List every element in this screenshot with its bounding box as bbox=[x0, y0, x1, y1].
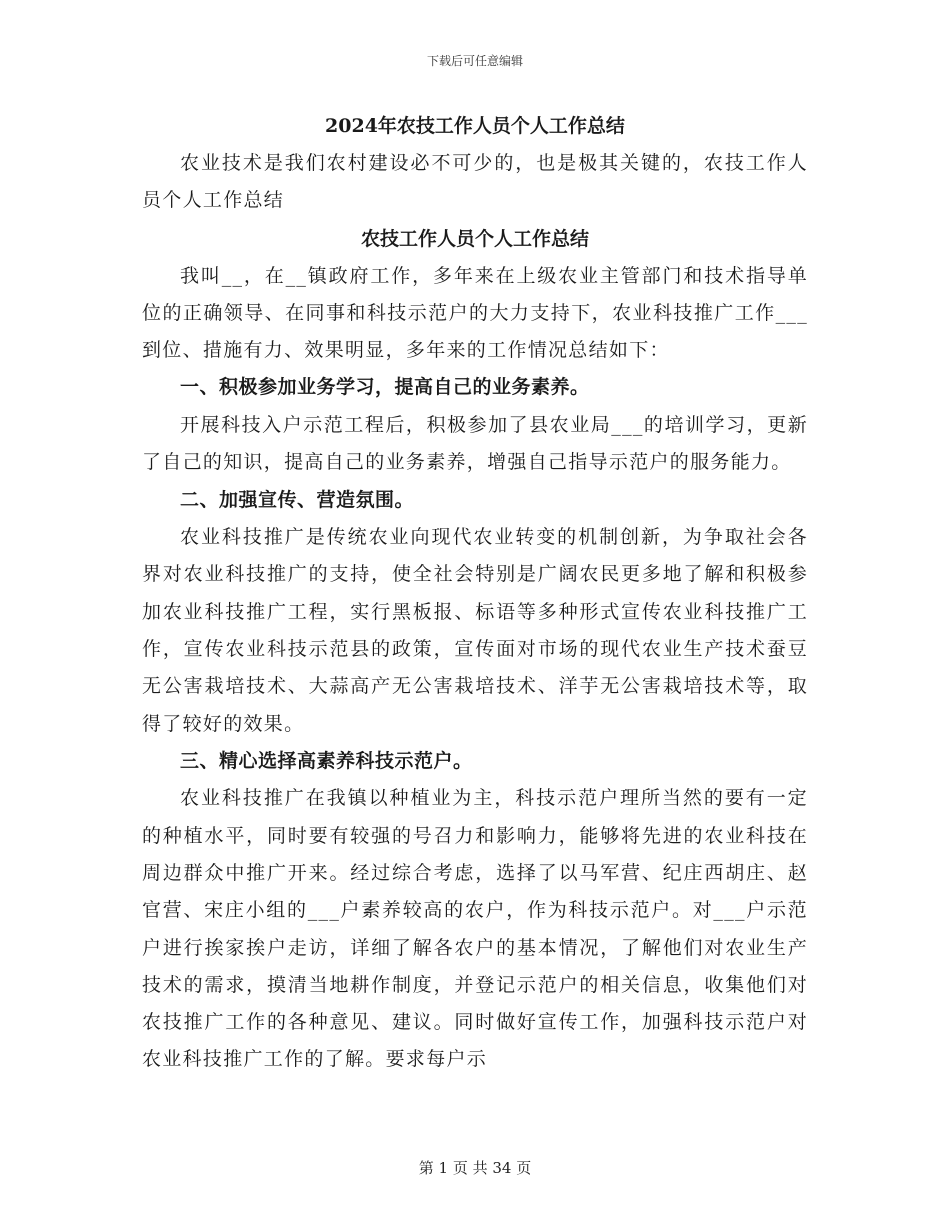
document-subtitle: 农技工作人员个人工作总结 bbox=[360, 227, 589, 250]
section-2-body: 农业科技推广是传统农业向现代农业转变的机制创新，为争取社会各界对农业科技推广的支持，使全社会特别是广阔农民更多地了解和积极参加农业科技推广工程，实行黑板报、标语等多种形式宣传农业科技推广工作，宣传农业科技示范县的政策，宣传面对市场的现代农业生产技术蚕豆无公害栽培技术、大蒜高产无公害栽培技术、洋芋无公害栽培技术等，取得了较好的效果。 bbox=[142, 526, 808, 735]
header-note: 下载后可任意编辑 bbox=[426, 54, 523, 68]
document-title: 2024年农技工作人员个人工作总结 bbox=[325, 115, 625, 137]
section-1-body: 开展科技入户示范工程后，积极参加了县农业局___的培训学习，更新了自己的知识，提高自己的业务素养，增强自己指导示范户的服务能力。 bbox=[142, 413, 808, 474]
opening-paragraph: 我叫__，在__镇政府工作，多年来在上级农业主管部门和技术指导单位的正确领导、在同事和科技示范户的大力支持下，农业科技推广工作___到位、措施有力、效果明显，多年来的工作情况总结如下： bbox=[142, 264, 808, 362]
intro-paragraph: 农业技术是我们农村建设必不可少的，也是极其关键的，农技工作人员个人工作总结 bbox=[142, 152, 808, 212]
section-3-body: 农业科技推广在我镇以种植业为主，科技示范户理所当然的要有一定的种植水平，同时要有较强的号召力和影响力，能够将先进的农业科技在周边群众中推广开来。经过综合考虑，选择了以马军营、纪庄西胡庄、赵官营、宋庄小组的___户素养较高的农户，作为科技示范户。对___户示范户进行挨家挨户走访，详细了解各农户的基本情况，了解他们对农业生产技术的需求，摸清当地耕作制度，并登记示范户的相关信息，收集他们对农技推广工作的各种意见、建议。同时做好宣传工作，加强科技示范户对农业科技推广工作的了解。要求每户示 bbox=[142, 787, 808, 1071]
section-3-heading: 三、精心选择高素养科技示范户。 bbox=[180, 749, 473, 772]
page-number: 第 1 页 共 34 页 bbox=[418, 1159, 532, 1177]
section-1-heading: 一、积极参加业务学习，提高自己的业务素养。 bbox=[180, 376, 590, 399]
document-body bbox=[142, 107, 808, 1079]
section-2-heading: 二、加强宣传、营造氛围。 bbox=[180, 488, 415, 511]
